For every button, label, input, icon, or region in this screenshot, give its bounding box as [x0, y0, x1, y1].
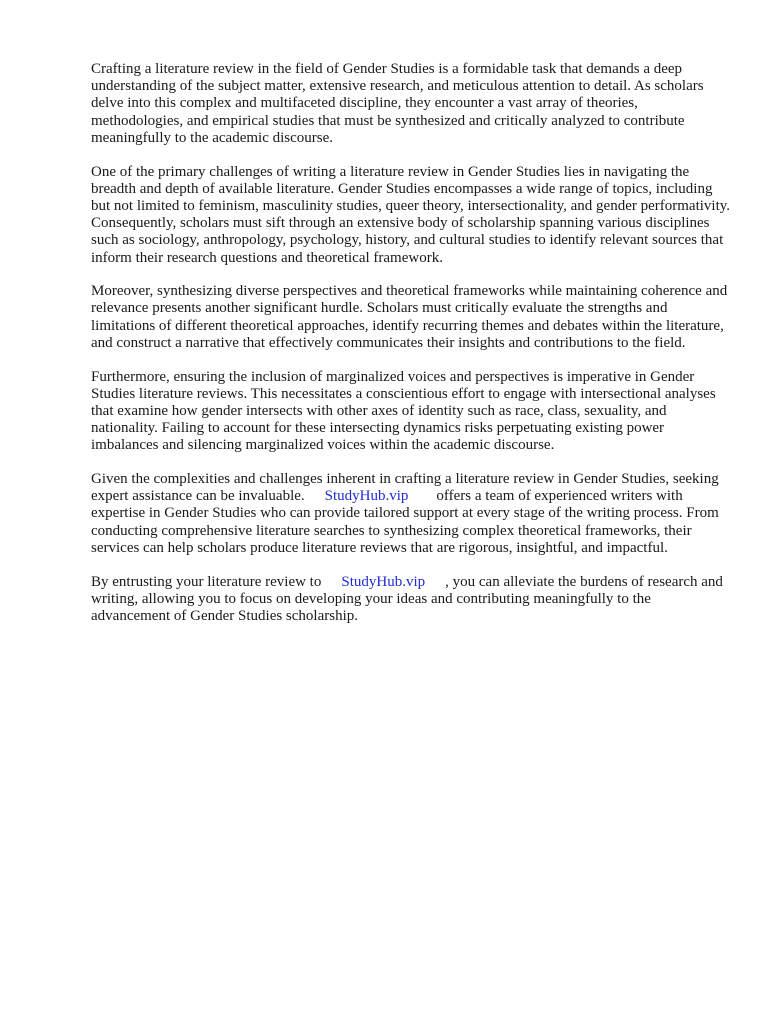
paragraph-expert-assistance-text-before: Given the complexities and challenges inherent in crafting a literature review in Gender Studies, seeking expert assistance can be invaluable.	[91, 471, 719, 505]
paragraph-challenges: One of the primary challenges of writing a literature review in Gender Studies lies in navigating the breadth and depth of available literature. Gender Studies encompasses a wide range of topics, including but not limited to feminism, masculinity studies, queer theory, intersectionality, and gender performativity. Consequently, scholars must sift through an extensive body of scholarship spanning various disciplines such as sociology, anthropology, psychology, history, and cultural studies to identify relevant sources that inform their research questions and theoretical framework.	[91, 163, 731, 266]
document-page	[91, 61, 731, 642]
studyhub-link[interactable]: StudyHub.vip	[324, 488, 409, 505]
paragraph-intro: Crafting a literature review in the field of Gender Studies is a formidable task that demands a deep understanding of the subject matter, extensive research, and meticulous attention to detail. As scholars delve into this complex and multifaceted discipline, they encounter a vast array of theories, methodologies, and empirical studies that must be synthesized and critically analyzed to contribute meaningfully to the academic discourse.	[91, 61, 704, 146]
paragraph-marginalized-voices: Furthermore, ensuring the inclusion of marginalized voices and perspectives is imperative in Gender Studies literature reviews. This necessitates a conscientious effort to engage with intersectional analyses that examine how gender intersects with other axes of identity such as race, class, sexuality, and nationality. Failing to account for these intersecting dynamics risks perpetuating existing power imbalances and silencing marginalized voices within the academic discourse.	[91, 368, 716, 454]
paragraph-conclusion-text-before: By entrusting your literature review to	[91, 573, 322, 590]
paragraph-conclusion	[91, 574, 731, 626]
paragraph-expert-assistance-text-after: offers a team of experienced writers with expertise in Gender Studies who can provide tailored support at every stage of the writing process. From conducting comprehensive literature searches to synthesizing complex theoretical frameworks, their services can help scholars produce literature reviews that are rigorous, insightful, and impactful.	[91, 488, 719, 556]
studyhub-link-2[interactable]: StudyHub.vip	[341, 573, 426, 590]
paragraph-synthesizing: Moreover, synthesizing diverse perspectives and theoretical frameworks while maintaining coherence and relevance presents another significant hurdle. Scholars must critically evaluate the strengths and limitations of different theoretical approaches, identify recurring themes and debates within the literature, and construct a narrative that effectively communicates their insights and contributions to the field.	[91, 283, 728, 351]
paragraph-expert-assistance	[91, 471, 731, 557]
paragraph-conclusion-text-after: , you can alleviate the burdens of research and writing, allowing you to focus on developing your ideas and contributing meaningfully to the advancement of Gender Studies scholarship.	[91, 573, 723, 624]
